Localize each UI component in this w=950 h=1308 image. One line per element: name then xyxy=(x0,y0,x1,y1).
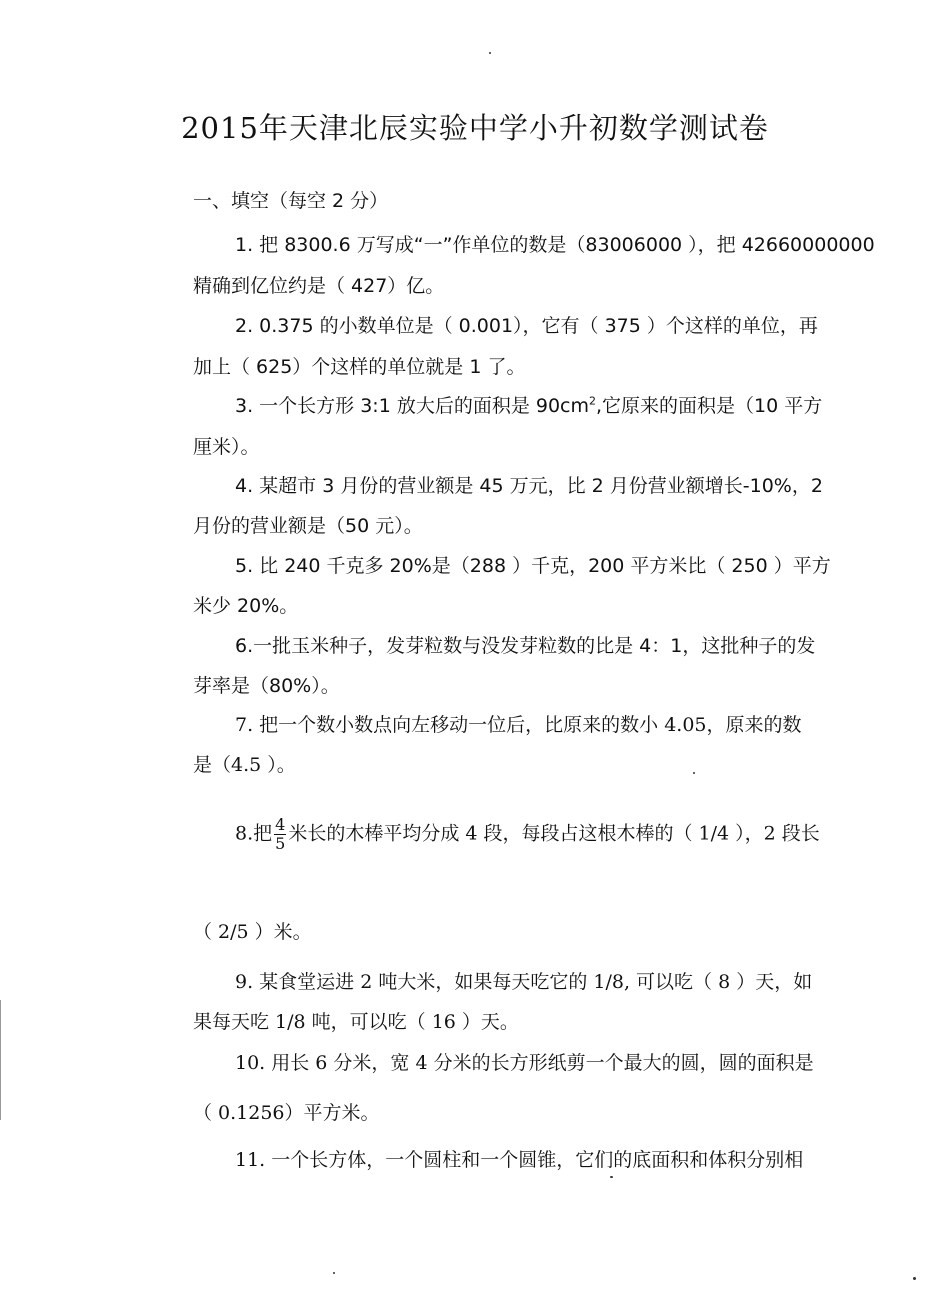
question-2-line-2: 加上（ 625）个这样的单位就是 1 了。 xyxy=(193,356,526,378)
scan-speck xyxy=(333,1272,335,1274)
question-9-line-2: 果每天吃 1/8 吨，可以吃（ 16 ）天。 xyxy=(193,1011,519,1033)
question-1-line-1: 1. 把 8300.6 万写成“一”作单位的数是（83006000 ），把 42660000000 xyxy=(235,234,875,256)
question-9-line-1: 9. 某食堂运进 2 吨大米，如果每天吃它的 1/8, 可以吃（ 8 ）天，如 xyxy=(235,971,813,993)
question-5-line-2: 米少 20%。 xyxy=(193,595,299,617)
scan-edge-mark xyxy=(0,1000,1,1120)
question-8-text: 米长的木棒平均分成 4 段，每段占这根木棒的（ 1/4 ），2 段长 xyxy=(288,822,820,845)
fraction-denominator: 5 xyxy=(275,834,286,853)
question-3-text-b: ,它原来的面积是（10 平方 xyxy=(596,395,823,417)
superscript: 2 xyxy=(589,394,596,408)
question-6-line-1: 6.一批玉米种子，发芽粒数与没发芽粒数的比是 4：1，这批种子的发 xyxy=(235,635,816,657)
question-3-text-a: 3. 一个长方形 3:1 放大后的面积是 90cm xyxy=(235,395,589,417)
question-10-line-1: 10. 用长 6 分米，宽 4 分米的长方形纸剪一个最大的圆，圆的面积是 xyxy=(235,1052,814,1074)
question-5-line-1: 5. 比 240 千克多 20%是（288 ）千克，200 平方米比（ 250 ）平方 xyxy=(235,555,831,577)
question-8-line-1 xyxy=(235,816,820,853)
scan-speck xyxy=(610,1176,613,1178)
question-10-line-2: （ 0.1256）平方米。 xyxy=(193,1102,380,1124)
question-7-line-1: 7. 把一个数小数点向左移动一位后，比原来的数小 4.05，原来的数 xyxy=(235,714,802,736)
question-4-line-2: 月份的营业额是（50 元）。 xyxy=(193,515,423,537)
question-7-line-2: 是（4.5 ）。 xyxy=(193,754,296,776)
scan-speck xyxy=(913,1277,916,1280)
fraction-numerator: 4 xyxy=(275,815,286,834)
question-6-line-2: 芽率是（80%）。 xyxy=(193,675,340,697)
question-3-line-2: 厘米）。 xyxy=(193,436,260,458)
section-heading: 一、填空（每空 2 分） xyxy=(193,190,389,212)
question-8-line-2: （ 2/5 ）米。 xyxy=(193,921,312,943)
scan-speck xyxy=(693,772,695,774)
question-1-line-2: 精确到亿位约是（ 427）亿。 xyxy=(193,275,445,297)
scan-speck xyxy=(489,52,491,54)
question-3-line-1 xyxy=(235,391,822,418)
question-2-line-1: 2. 0.375 的小数单位是（ 0.001），它有（ 375 ）个这样的单位，再 xyxy=(235,315,818,337)
question-8-prefix: 8.把 xyxy=(235,822,273,845)
question-11-line-1: 11. 一个长方体，一个圆柱和一个圆锥，它们的底面积和体积分别相 xyxy=(235,1149,804,1171)
fraction xyxy=(274,816,286,853)
question-4-line-1: 4. 某超市 3 月份的营业额是 45 万元，比 2 月份营业额增长-10%，2 xyxy=(235,475,823,497)
page-title: 2015年天津北辰实验中学小升初数学测试卷 xyxy=(181,111,769,145)
